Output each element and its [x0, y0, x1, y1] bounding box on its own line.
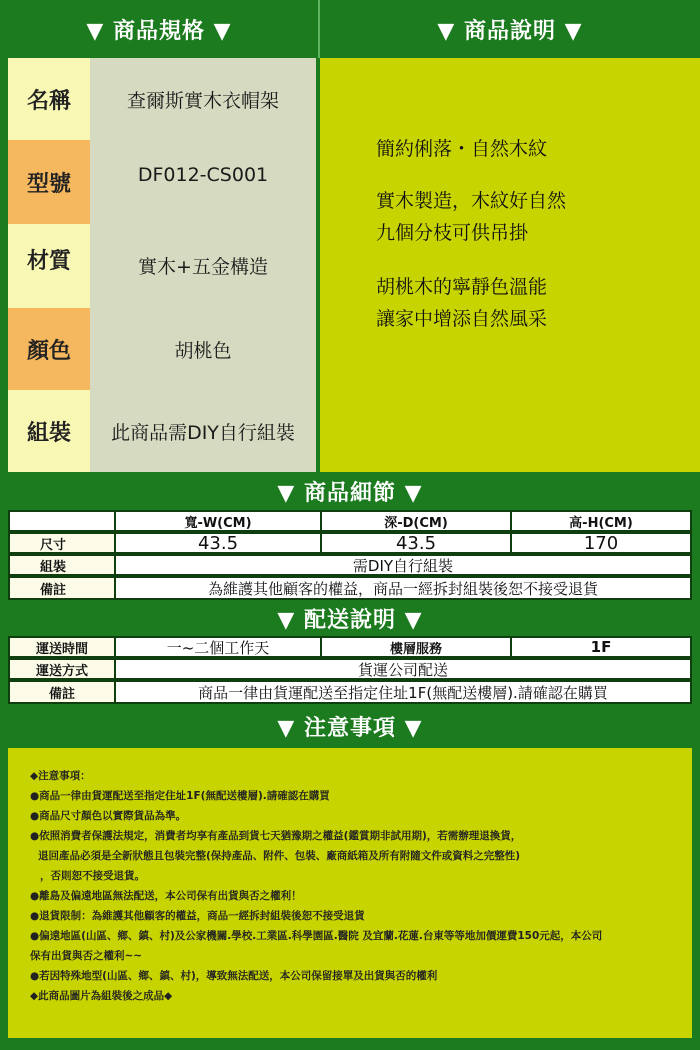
column-header-depth: 深-D(CM) — [322, 510, 512, 532]
details-remark-row — [8, 576, 692, 600]
note-item: ◆注意事項： — [30, 770, 91, 782]
description-line: 胡桃木的寧靜色溫能 — [376, 276, 548, 298]
details-header: ▼ 商品細節 ▼ — [0, 474, 700, 508]
note-item: ●離島及偏遠地區無法配送，本公司保有出貨與否之權利！ — [30, 890, 302, 902]
notes-header: ▼ 注意事項 ▼ — [0, 706, 700, 746]
spec-row-model — [8, 140, 316, 224]
description-box — [320, 58, 700, 472]
spec-value-material: 實木+五金構造 — [90, 224, 316, 308]
column-header-height: 高-H(CM) — [512, 510, 692, 532]
note-item: ●商品尺寸顏色以實際貨品為準。 — [30, 810, 187, 822]
details-column-header-row — [8, 510, 692, 532]
spec-value-name: 查爾斯實木衣帽架 — [90, 58, 316, 140]
note-item: 保有出貨與否之權利~~ — [30, 950, 143, 962]
spec-label-material: 材質 — [8, 224, 90, 308]
details-corner-cell — [8, 510, 116, 532]
assembly-label: 組裝 — [8, 554, 116, 576]
shipping-method-value: 貨運公司配送 — [116, 658, 692, 680]
note-item: ◆此商品圖片為組裝後之成品◆ — [30, 990, 173, 1002]
size-height-value: 170 — [512, 532, 692, 554]
spec-row-name — [8, 58, 316, 140]
shipping-header: ▼ 配送說明 ▼ — [0, 602, 700, 634]
shipping-time-label: 運送時間 — [8, 636, 116, 658]
description-line: 簡約俐落・自然木紋 — [376, 138, 548, 160]
details-remark-value: 為維護其他顧客的權益，商品一經拆封組裝後恕不接受退貨 — [116, 576, 692, 600]
shipping-method-row — [8, 658, 692, 680]
shipping-time-row — [8, 636, 692, 658]
size-width-value: 43.5 — [116, 532, 322, 554]
spec-value-color: 胡桃色 — [90, 308, 316, 390]
floor-service-value: 1F — [512, 636, 692, 658]
spec-row-assembly — [8, 390, 316, 472]
note-item: ●依照消費者保護法規定，消費者均享有產品到貨七天猶豫期之權益(鑑賞期非試用期)，若需辦理退換貨， — [30, 830, 522, 842]
column-header-width: 寬-W(CM) — [116, 510, 322, 532]
shipping-remark-label: 備註 — [8, 680, 116, 704]
description-line: 讓家中增添自然風采 — [376, 308, 548, 330]
note-item: 退回產品必須是全新狀態且包裝完整(保持產品、附件、包裝、廠商紙箱及所有附隨文件或資料之完整性) — [38, 850, 521, 862]
details-assembly-row — [8, 554, 692, 576]
spec-label-assembly: 組裝 — [8, 390, 90, 472]
shipping-remark-value: 商品一律由貨運配送至指定住址1F(無配送樓層).請確認在購買 — [116, 680, 692, 704]
assembly-value: 需DIY自行組裝 — [116, 554, 692, 576]
spec-label-color: 顏色 — [8, 308, 90, 390]
spec-label-name: 名稱 — [8, 58, 90, 140]
size-label: 尺寸 — [8, 532, 116, 554]
floor-service-label: 樓層服務 — [322, 636, 512, 658]
note-item: ●偏遠地區(山區、鄉、鎮、村)及公家機關.學校.工業區.科學園區.醫院 及宜蘭.花蓮.台東等等地加價運費150元起，本公司 — [30, 930, 603, 942]
shipping-time-value: 一~二個工作天 — [116, 636, 322, 658]
spec-label-model: 型號 — [8, 140, 90, 224]
description-line: 九個分枝可供吊掛 — [376, 222, 529, 244]
description-header: ▼ 商品說明 ▼ — [320, 0, 700, 58]
size-depth-value: 43.5 — [322, 532, 512, 554]
note-item: ●商品一律由貨運配送至指定住址1F(無配送樓層).請確認在購買 — [30, 790, 330, 802]
shipping-remark-row — [8, 680, 692, 704]
spec-value-assembly: 此商品需DIY自行組裝 — [90, 390, 316, 472]
spec-row-material — [8, 224, 316, 308]
spec-value-model: DF012-CS001 — [90, 140, 316, 224]
spec-header: ▼ 商品規格 ▼ — [0, 0, 318, 58]
spec-row-color — [8, 308, 316, 390]
note-item: ●若因特殊地型(山區、鄉、鎮、村)，導致無法配送，本公司保留接單及出貨與否的權利 — [30, 970, 438, 982]
shipping-method-label: 運送方式 — [8, 658, 116, 680]
notes-box — [8, 748, 692, 1038]
details-remark-label: 備註 — [8, 576, 116, 600]
description-line: 實木製造，木紋好自然 — [376, 190, 567, 212]
note-item: ●退貨限制：為維護其他顧客的權益，商品一經拆封組裝後恕不接受退貨 — [30, 910, 365, 922]
details-size-row — [8, 532, 692, 554]
note-item: ，否則恕不接受退貨。 — [40, 870, 145, 882]
